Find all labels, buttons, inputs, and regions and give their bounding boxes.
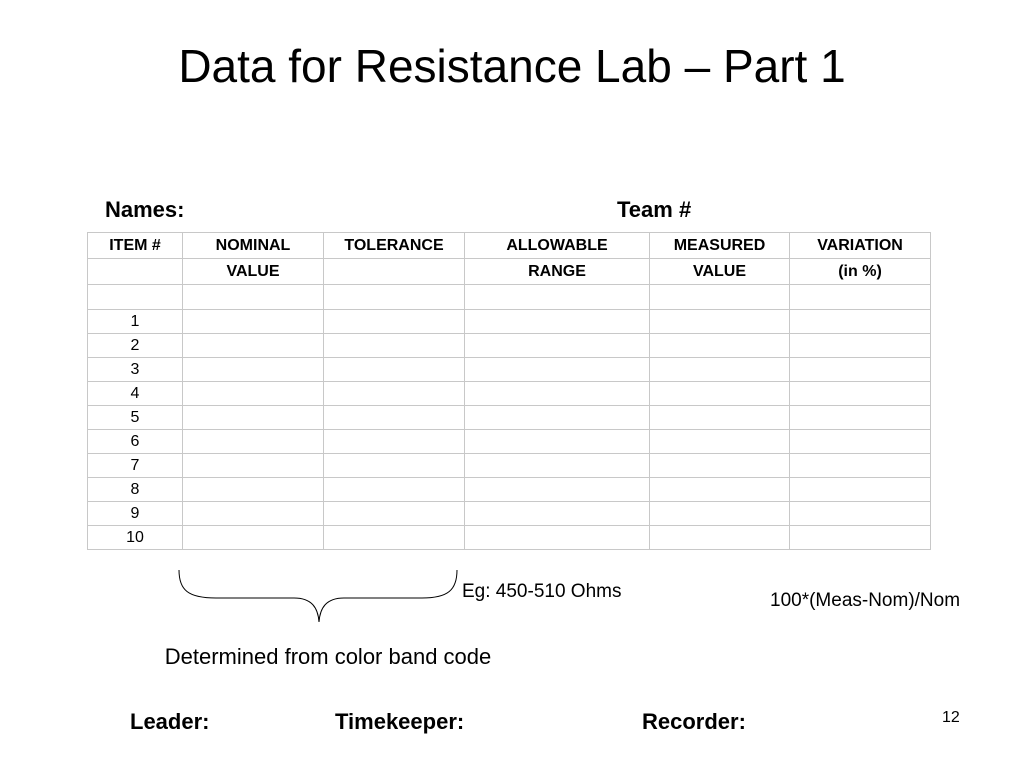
table-cell <box>183 526 324 550</box>
table-row <box>88 526 931 550</box>
table-row <box>88 478 931 502</box>
table-cell <box>465 430 650 454</box>
item-number-cell: 9 <box>88 502 183 526</box>
table-cell <box>790 358 931 382</box>
header-cell: NOMINAL <box>183 233 324 259</box>
table-cell <box>650 285 790 310</box>
header-cell: VALUE <box>650 259 790 285</box>
item-number-cell: 2 <box>88 334 183 358</box>
table-cell <box>324 478 465 502</box>
table-row <box>88 454 931 478</box>
item-number-cell: 3 <box>88 358 183 382</box>
variation-formula-note: 100*(Meas-Nom)/Nom <box>770 590 961 611</box>
table-row <box>88 310 931 334</box>
table-cell <box>183 406 324 430</box>
data-table <box>87 232 931 550</box>
table-cell <box>183 454 324 478</box>
table-cell <box>650 310 790 334</box>
header-cell: MEASURED <box>650 233 790 259</box>
table-row <box>88 358 931 382</box>
header-cell <box>88 259 183 285</box>
item-number-cell: 1 <box>88 310 183 334</box>
team-number-label: Team # <box>617 197 692 222</box>
header-cell: ALLOWABLE <box>465 233 650 259</box>
header-cell: ITEM # <box>88 233 183 259</box>
table-cell <box>790 285 931 310</box>
item-number-cell: 4 <box>88 382 183 406</box>
table-cell <box>324 430 465 454</box>
table-cell <box>465 358 650 382</box>
table-cell <box>183 285 324 310</box>
table-cell <box>465 310 650 334</box>
table-cell <box>183 478 324 502</box>
color-band-note: Determined from color band code <box>164 644 492 669</box>
table-row <box>88 430 931 454</box>
curly-brace <box>176 568 460 624</box>
table-cell <box>650 478 790 502</box>
table-row <box>88 334 931 358</box>
table-cell <box>88 285 183 310</box>
table-cell <box>465 526 650 550</box>
table-cell <box>324 526 465 550</box>
table-cell <box>650 430 790 454</box>
table-row <box>88 382 931 406</box>
table-cell <box>790 454 931 478</box>
table-cell <box>324 285 465 310</box>
table-cell <box>650 358 790 382</box>
header-cell: VARIATION <box>790 233 931 259</box>
spacer-row <box>88 285 931 310</box>
item-rows <box>88 310 931 550</box>
table-cell <box>790 334 931 358</box>
table-cell <box>650 334 790 358</box>
table-cell <box>183 310 324 334</box>
table-cell <box>465 334 650 358</box>
table-cell <box>324 310 465 334</box>
header-cell: (in %) <box>790 259 931 285</box>
page-number: 12 <box>942 709 960 726</box>
table-cell <box>465 454 650 478</box>
table-cell <box>183 502 324 526</box>
item-number-cell: 8 <box>88 478 183 502</box>
table-cell <box>324 454 465 478</box>
table-cell <box>324 382 465 406</box>
item-number-cell: 7 <box>88 454 183 478</box>
table-cell <box>465 382 650 406</box>
table-cell <box>465 406 650 430</box>
table-row <box>88 502 931 526</box>
table-cell <box>324 358 465 382</box>
names-label: Names: <box>105 197 185 222</box>
table-cell <box>183 382 324 406</box>
table-cell <box>650 454 790 478</box>
table-cell <box>790 526 931 550</box>
table-cell <box>183 358 324 382</box>
table-cell <box>650 382 790 406</box>
table-cell <box>465 502 650 526</box>
header-row <box>88 233 931 259</box>
item-number-cell: 10 <box>88 526 183 550</box>
header-row <box>88 259 931 285</box>
timekeeper-label: Timekeeper: <box>335 709 465 734</box>
table-cell <box>324 406 465 430</box>
table-cell <box>650 502 790 526</box>
table-row <box>88 406 931 430</box>
table-cell <box>650 526 790 550</box>
leader-label: Leader: <box>130 709 210 734</box>
slide-title: Data for Resistance Lab – Part 1 <box>178 40 846 92</box>
table-cell <box>790 430 931 454</box>
recorder-label: Recorder: <box>642 709 746 734</box>
item-number-cell: 5 <box>88 406 183 430</box>
table-cell <box>465 285 650 310</box>
table-cell <box>790 382 931 406</box>
table-cell <box>790 406 931 430</box>
header-cell <box>324 259 465 285</box>
table-cell <box>790 310 931 334</box>
table-cell <box>324 502 465 526</box>
table-cell <box>790 478 931 502</box>
table-cell <box>465 478 650 502</box>
table-cell <box>183 430 324 454</box>
header-cell: TOLERANCE <box>324 233 465 259</box>
table-cell <box>790 502 931 526</box>
header-cell: RANGE <box>465 259 650 285</box>
table-cell <box>324 334 465 358</box>
item-number-cell: 6 <box>88 430 183 454</box>
example-range-note: Eg: 450-510 Ohms <box>462 581 622 602</box>
table-cell <box>183 334 324 358</box>
table-cell <box>650 406 790 430</box>
header-cell: VALUE <box>183 259 324 285</box>
